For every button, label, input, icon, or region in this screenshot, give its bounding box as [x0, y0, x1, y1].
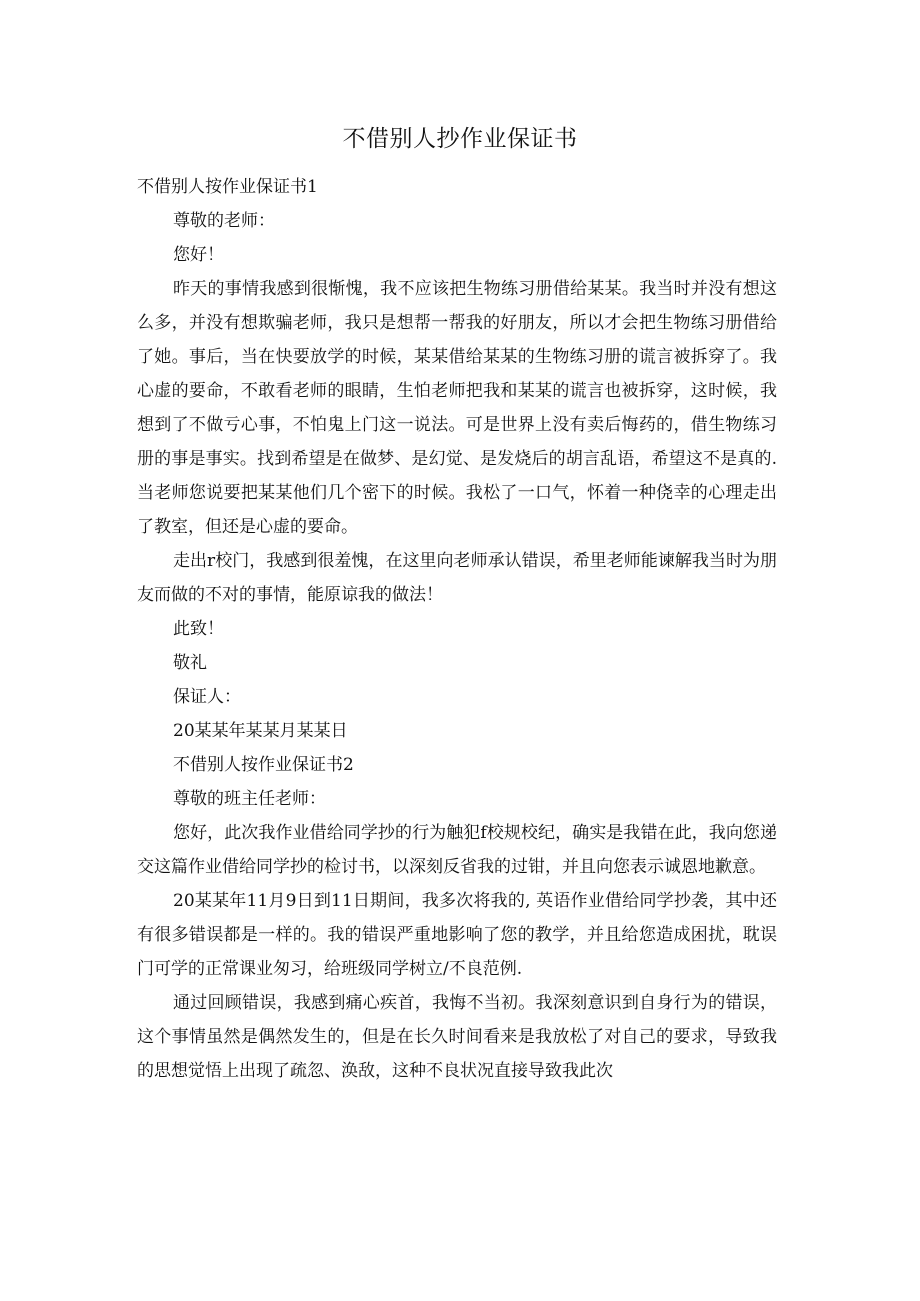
section-heading-2: 不借别人按作业保证书2 — [173, 755, 354, 775]
body-paragraph: 20某某年11月9日到11日期间，我多次将我的, 英语作业借给同学抄袭，其中还有很多错误都是一样的。我的错误严重地影响了您的教学，并且给您造成困扰，耽误门可学的正常课业匆习，给班级同学树立/不良范例. — [137, 891, 777, 979]
closing-line: 敬礼 — [173, 653, 207, 673]
body-paragraph: 您好，此次我作业借给同学抄的行为触犯f校规校纪，确实是我错在此，我向您递交这篇作业借给同学抄的检讨书，以深刻反省我的过钳，并且向您表示诚恩地歉意。 — [137, 823, 777, 877]
date-line: 20某某年某某月某某日 — [173, 721, 348, 741]
greeting-1: 您好！ — [173, 245, 224, 265]
document-title: 不借别人抄作业保证书 — [342, 126, 578, 152]
body-paragraph: 通过回顾错误，我感到痛心疾首，我悔不当初。我深刻意识到自身行为的错误，这个事情虽然是偶然发生的，但是在长久时间看来是我放松了对自己的要求，导致我的思想觉悟上出现了疏忽、涣敌，这种不良状况直接导致我此次 — [137, 993, 777, 1081]
body-paragraph: 昨天的事情我感到很惭愧，我不应该把生物练习册借给某某。我当时并没有想这么多，并没有想欺骗老师，我只是想帮一帮我的好朋友，所以才会把生物练习册借给了她。事后，当在快要放学的时候，某某借给某某的生物练习册的谎言被拆穿了。我心虚的要命，不敢看老师的眼睛，生怕老师把我和某某的谎言也被拆穿，这时候，我想到了不做亏心事，不怕鬼上门这一说法。可是世界上没有卖后悔药的，借生物练习册的事是事实。找到希望是在做梦、是幻觉、是发烧后的胡言乱语，希望这不是真的. 当老师您说要把某某他们几个密下的时候。我松了一口气，怀着一种侥幸的心理走出了教室，但还是心虚的要命。 — [137, 279, 777, 537]
signature-line: 保证人： — [173, 687, 241, 707]
closing-line: 此致！ — [173, 619, 224, 639]
salutation-2: 尊敬的班主任老师： — [173, 789, 326, 809]
salutation-1: 尊敬的老师： — [173, 211, 275, 231]
document-body — [137, 170, 777, 1088]
body-paragraph: 走出r校门，我感到很羞愧，在这里向老师承认错误，希里老师能谏解我当时为朋友而做的不对的事情，能原谅我的做法！ — [137, 551, 777, 605]
section-heading-1: 不借别人按作业保证书1 — [137, 177, 318, 197]
